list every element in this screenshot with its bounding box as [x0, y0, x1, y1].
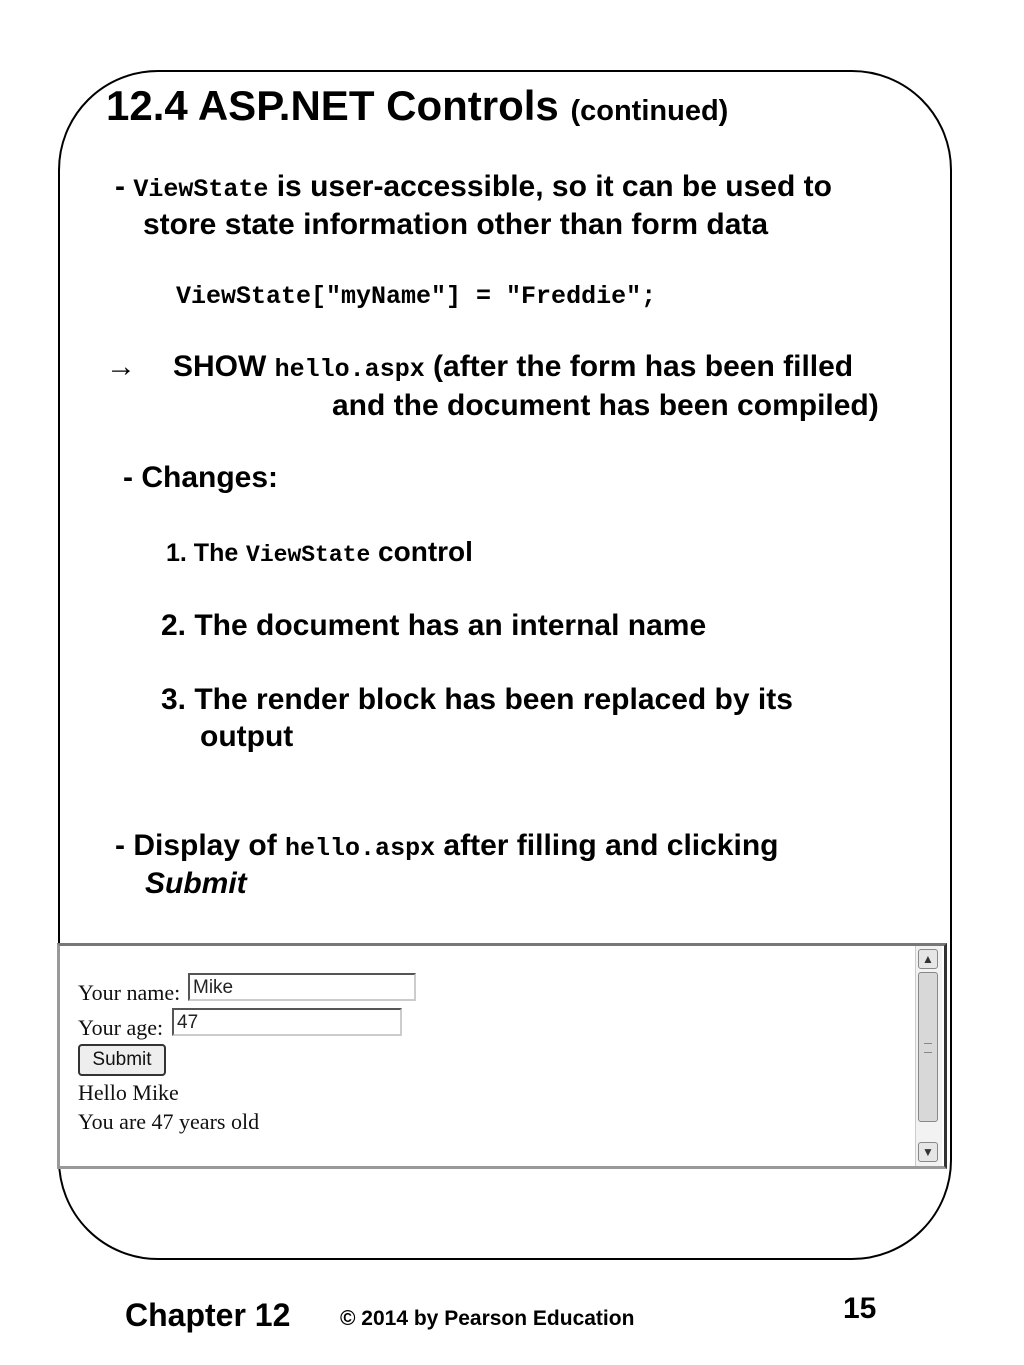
show-file: hello.aspx — [274, 355, 425, 384]
title-main: 12.4 ASP.NET Controls — [106, 82, 559, 129]
bullet-viewstate-text: is user-accessible, so it can be used to — [276, 170, 832, 203]
display-prefix: - Display of — [115, 829, 277, 862]
display-suffix: after filling and clicking — [443, 829, 779, 862]
bullet-dash: - — [115, 170, 125, 203]
slide-title — [106, 82, 728, 130]
vertical-scrollbar[interactable] — [915, 946, 942, 1166]
show-rest: (after the form has been filled — [433, 350, 854, 383]
scroll-thumb[interactable] — [918, 972, 938, 1122]
name-label: Your name: — [78, 980, 181, 1005]
title-sub: (continued) — [570, 95, 729, 127]
change-item-3: 3. The render block has been replaced by its — [161, 683, 793, 716]
page-number: 15 — [843, 1292, 877, 1325]
footer-chapter: Chapter 12 — [125, 1297, 291, 1333]
change-item-1-code: ViewState — [246, 542, 371, 568]
show-line — [173, 350, 853, 384]
output-hello: Hello Mike — [78, 1080, 179, 1105]
footer-copyright: © 2014 by Pearson Education — [340, 1307, 635, 1330]
display-line — [115, 829, 778, 863]
name-input[interactable]: Mike — [188, 973, 416, 1001]
display-file: hello.aspx — [285, 834, 436, 863]
browser-screenshot — [57, 943, 947, 1169]
arrow-icon: → — [106, 350, 136, 383]
scroll-down-icon[interactable]: ▼ — [918, 1142, 938, 1162]
bullet-viewstate — [115, 170, 832, 204]
grip-icon — [924, 1043, 932, 1053]
bullet-viewstate-line2: store state information other than form data — [143, 208, 769, 241]
change-item-2: 2. The document has an internal name — [161, 609, 707, 642]
output-age: You are 47 years old — [78, 1109, 260, 1134]
code-line: ViewState[″myName″] = ″Freddie″; — [176, 282, 657, 311]
submit-button[interactable]: Submit — [78, 1044, 166, 1076]
changes-heading: - Changes: — [123, 461, 279, 494]
change-item-1 — [166, 536, 473, 568]
display-submit-word: Submit — [145, 867, 247, 900]
age-label: Your age: — [78, 1015, 164, 1040]
bullet-viewstate-code: ViewState — [133, 175, 269, 204]
show-rest-line2: and the document has been compiled) — [332, 389, 879, 422]
age-input[interactable]: 47 — [172, 1008, 402, 1036]
show-word: SHOW — [173, 350, 267, 383]
change-item-3-line2: output — [200, 720, 294, 753]
change-item-1-suffix: control — [378, 536, 473, 567]
change-item-1-prefix: 1. The — [166, 539, 239, 567]
scroll-up-icon[interactable]: ▲ — [918, 949, 938, 969]
